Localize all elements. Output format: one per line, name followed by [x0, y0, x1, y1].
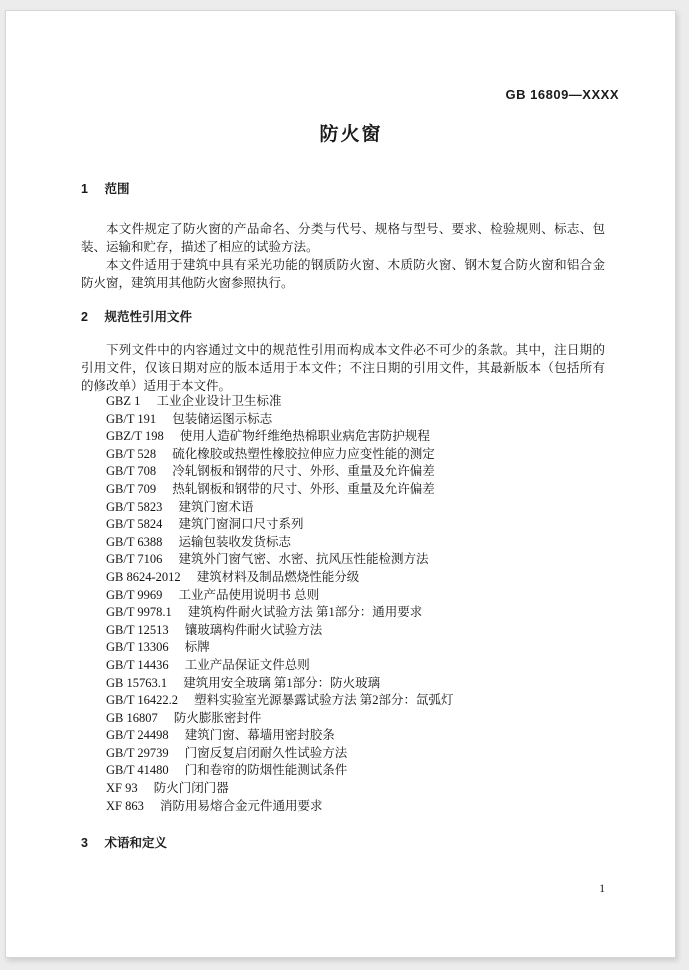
scope-paragraph-2: 本文件适用于建筑中具有采光功能的钢质防火窗、木质防火窗、钢木复合防火窗和铝合金防火窗，建筑用其他防火窗参照执行。	[81, 258, 605, 290]
reference-title: 硫化橡胶或热塑性橡胶拉伸应力应变性能的测定	[172, 446, 435, 461]
reference-code: GBZ 1	[106, 394, 141, 408]
reference-code: GB 15763.1	[106, 675, 168, 690]
reference-code: GB/T 9969	[106, 587, 163, 602]
section-heading-normative-references	[81, 307, 605, 325]
reference-item	[81, 604, 605, 622]
reference-title: 建筑用安全玻璃 第1部分：防火玻璃	[183, 675, 381, 690]
reference-title: 运输包装收发货标志	[178, 534, 292, 549]
reference-item	[81, 639, 605, 657]
section-heading-terms	[81, 833, 605, 851]
reference-title: 包装储运图示标志	[172, 411, 273, 426]
document-title: 防火窗	[319, 124, 383, 145]
reference-title: 建筑外门窗气密、水密、抗风压性能检测方法	[178, 552, 429, 567]
reference-item	[81, 499, 605, 517]
scope-paragraph-1: 本文件规定了防火窗的产品命名、分类与代号、规格与型号、要求、检验规则、标志、包装、运输和贮存，描述了相应的试验方法。	[81, 222, 605, 254]
section-title: 术语和定义	[104, 836, 167, 850]
section-title: 范围	[104, 182, 130, 196]
reference-item	[81, 481, 605, 499]
reference-title: 建筑门窗术语	[178, 499, 254, 514]
reference-item	[81, 762, 605, 780]
reference-code: GB/T 5823	[106, 499, 163, 514]
reference-title: 热轧钢板和钢带的尺寸、外形、重量及允许偏差	[172, 481, 435, 496]
reference-item	[81, 798, 605, 816]
section-heading-scope	[81, 179, 605, 197]
reference-title: 建筑构件耐火试验方法 第1部分：通用要求	[187, 605, 423, 620]
reference-item	[81, 446, 605, 464]
reference-code: GB/T 5824	[106, 517, 163, 532]
reference-item	[81, 780, 605, 798]
standard-code-header: GB 16809—XXXX	[505, 87, 619, 102]
reference-title: 防火门闭门器	[153, 781, 229, 796]
reference-title: 门和卷帘的防烟性能测试条件	[184, 763, 348, 778]
reference-code: GB/T 9978.1	[106, 605, 172, 620]
reference-code: GB/T 528	[106, 446, 157, 461]
reference-code: GB/T 14436	[106, 657, 169, 672]
reference-code: GB/T 41480	[106, 763, 169, 778]
reference-item	[81, 534, 605, 552]
reference-item	[81, 657, 605, 675]
reference-code: GB/T 24498	[106, 728, 169, 743]
reference-code: GBZ/T 198	[106, 429, 164, 444]
reference-title: 工业产品使用说明书 总则	[178, 587, 320, 602]
reference-item	[81, 393, 605, 411]
reference-title: 建筑门窗洞口尺寸系列	[178, 517, 304, 532]
reference-item	[81, 675, 605, 693]
reference-item	[81, 727, 605, 745]
reference-code: GB/T 7106	[106, 552, 163, 567]
reference-code: GB/T 709	[106, 481, 157, 496]
reference-item	[81, 745, 605, 763]
reference-code: GB/T 16422.2	[106, 693, 178, 708]
reference-title: 使用人造矿物纤维绝热棉职业病危害防护规程	[179, 429, 430, 444]
section-number: 2	[81, 310, 88, 324]
reference-code: GB 16807	[106, 710, 158, 725]
reference-item	[81, 551, 605, 569]
reference-code: XF 863	[106, 798, 144, 813]
reference-item	[81, 411, 605, 429]
page-number: 1	[599, 883, 605, 895]
reference-title: 消防用易熔合金元件通用要求	[159, 798, 323, 813]
scope-paragraphs	[81, 220, 605, 292]
reference-title: 建筑门窗、幕墙用密封胶条	[184, 728, 335, 743]
reference-title: 防火膨胀密封件	[173, 710, 262, 725]
document-page	[5, 10, 676, 958]
section-number: 3	[81, 836, 88, 850]
section-title: 规范性引用文件	[104, 310, 192, 324]
intro-paragraph: 下列文件中的内容通过文中的规范性引用而构成本文件必不可少的条款。其中，注日期的引用文件，仅该日期对应的版本适用于本文件；不注日期的引用文件，其最新版本（包括所有的修改单）适用于本文件。	[81, 343, 605, 393]
reference-title: 标牌	[184, 640, 210, 655]
normative-references-intro	[81, 341, 605, 395]
reference-item	[81, 516, 605, 534]
reference-title: 镶玻璃构件耐火试验方法	[184, 622, 323, 637]
reference-item	[81, 692, 605, 710]
reference-title: 冷轧钢板和钢带的尺寸、外形、重量及允许偏差	[172, 464, 435, 479]
reference-list	[81, 393, 605, 815]
reference-item	[81, 587, 605, 605]
reference-item	[81, 463, 605, 481]
reference-code: GB/T 191	[106, 411, 157, 426]
reference-item	[81, 622, 605, 640]
reference-code: GB/T 13306	[106, 640, 169, 655]
reference-title: 建筑材料及制品燃烧性能分级	[196, 569, 360, 584]
reference-code: GB/T 708	[106, 464, 157, 479]
reference-item	[81, 569, 605, 587]
reference-item	[81, 710, 605, 728]
reference-item	[81, 428, 605, 446]
section-number: 1	[81, 182, 88, 196]
reference-code: GB/T 29739	[106, 745, 169, 760]
reference-title: 塑料实验室光源暴露试验方法 第2部分：氙弧灯	[194, 693, 454, 708]
reference-title: 门窗反复启闭耐久性试验方法	[184, 745, 348, 760]
reference-title: 工业企业设计卫生标准	[156, 394, 282, 408]
reference-title: 工业产品保证文件总则	[184, 657, 310, 672]
reference-code: XF 93	[106, 781, 138, 796]
reference-code: GB 8624-2012	[106, 569, 181, 584]
reference-code: GB/T 6388	[106, 534, 163, 549]
reference-code: GB/T 12513	[106, 622, 169, 637]
